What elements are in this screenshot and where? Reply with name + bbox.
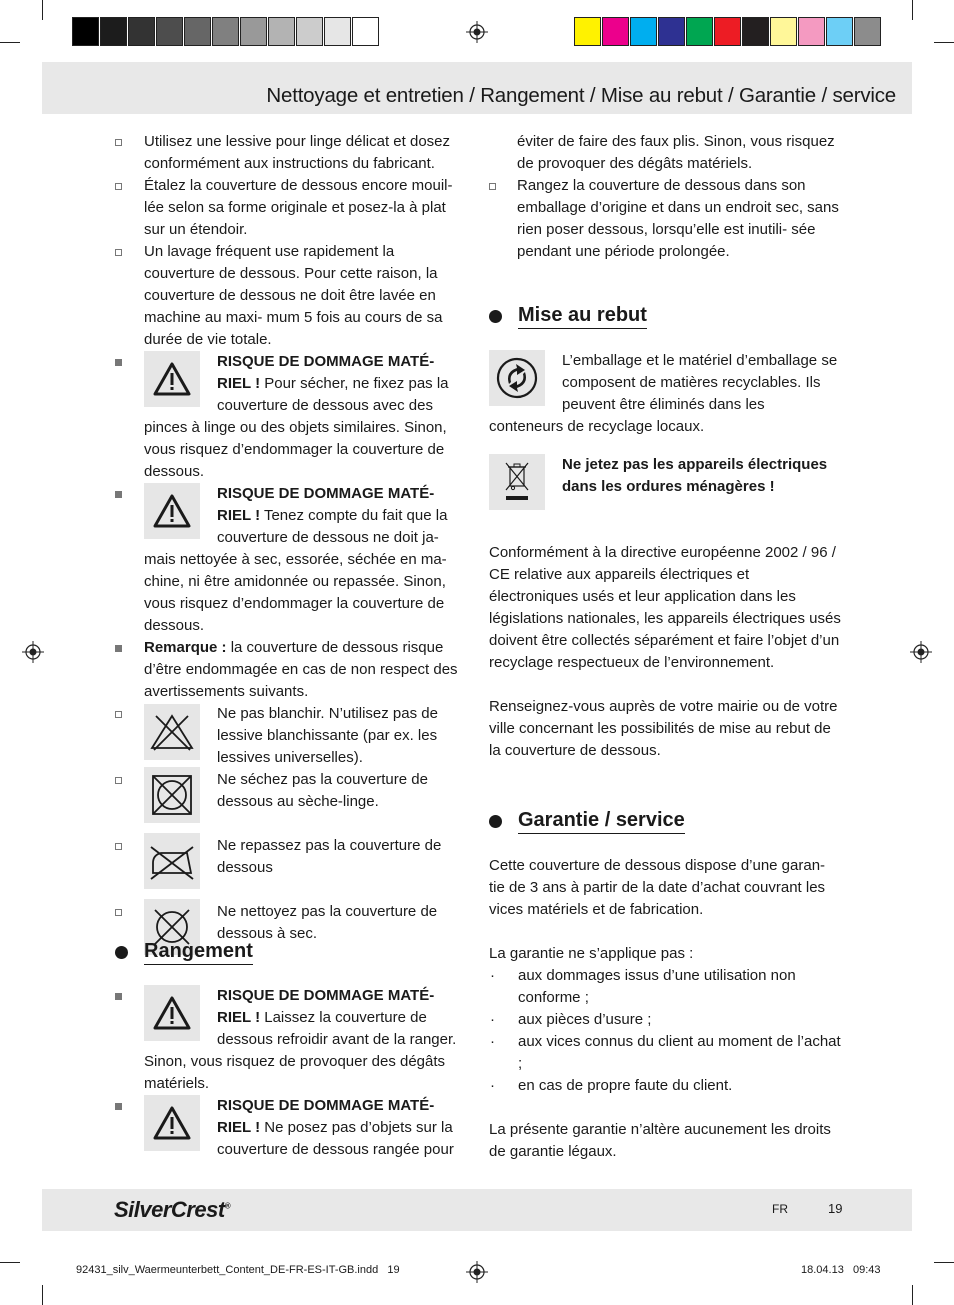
footer-band: [42, 1189, 912, 1231]
care-symbol-item: Ne pas blanchir. N’utilisez pas de lessive blanchissante (par ex. les lessives universelles).: [115, 703, 467, 769]
warning-item: RISQUE DE DOMMAGE MATÉ- RIEL ! Ne posez pas d’objets sur la couverture de dessous rangée pour: [115, 1095, 467, 1161]
color-swatch: [352, 17, 379, 46]
warning-item: RISQUE DE DOMMAGE MATÉ- RIEL ! Tenez compte du fait que la couverture de dessous ne doit ja- mais nettoyée à sec, essorée, séchée en ma- chine, ni être amidonnée ou repassée. Sinon, vous risquez d’endommager la couverture de dessous.: [115, 483, 467, 637]
color-swatch: [240, 17, 267, 46]
file-slug: 92431_silv_Waermeunterbett_Content_DE-FR-ES-IT-GB.indd 19: [76, 1264, 400, 1276]
list-item: Utilisez une lessive pour linge délicat et dosez conformément aux instructions du fabricant.: [115, 131, 467, 175]
color-swatch: [854, 17, 881, 46]
list-item: Étalez la couverture de dessous encore mouil- lée selon sa forme originale et posez-la à plat sur un étendoir.: [115, 175, 467, 241]
no-tumble-dry-icon: [144, 767, 200, 823]
warning-item: RISQUE DE DOMMAGE MATÉ- RIEL ! Pour sécher, ne fixez pas la couverture de dessous avec des pinces à linge ou des objets similaires. Sinon, vous risquez d’endommager la couverture de dessous.: [115, 351, 467, 483]
info-paragraph: Renseignez-vous auprès de votre mairie ou de votre ville concernant les possibilités de mise au rebut de la couverture de dessous.: [489, 698, 838, 759]
crop-mark: [0, 1262, 20, 1263]
color-swatch: [212, 17, 239, 46]
garantie-intro: La garantie ne s’applique pas :: [489, 945, 694, 962]
color-swatch-bar: [574, 17, 882, 46]
color-swatch: [826, 17, 853, 46]
garantie-final: La présente garantie n’altère aucunement les droits de garantie légaux.: [489, 1121, 831, 1160]
gray-swatch-bar: [72, 17, 380, 46]
color-swatch: [798, 17, 825, 46]
print-date: 18.04.13 09:43: [801, 1264, 881, 1276]
continued-text: éviter de faire des faux plis. Sinon, vous risquez de provoquer des dégâts matériels.: [517, 133, 835, 172]
color-swatch: [742, 17, 769, 46]
language-code: FR: [772, 1202, 788, 1216]
directive-paragraph: Conformément à la directive européenne 2002 / 96 / CE relative aux appareils électriques et électroniques usés et leur application dans les législations nationales, les appareils électriques usés doivent être collectés séparément et faire l’objet d’un recyclage respectueux de l’environnement.: [489, 544, 841, 671]
list-item: Rangez la couverture de dessous dans son emballage d’origine et dans un endroit sec, sans rien poser dessous, lorsqu’elle est inutili- sée pendant une période prolongée.: [489, 175, 841, 263]
color-swatch: [770, 17, 797, 46]
warning-icon: [144, 985, 200, 1041]
crop-mark: [912, 1285, 913, 1305]
color-swatch: [156, 17, 183, 46]
page-title: Nettoyage et entretien / Rangement / Mise au rebut / Garantie / service: [266, 84, 896, 107]
color-swatch: [574, 17, 601, 46]
registration-mark-icon: [466, 21, 488, 43]
color-swatch: [602, 17, 629, 46]
note-item: Remarque : la couverture de dessous risque d’être endommagée en cas de non respect des avertissements suivants.: [115, 637, 467, 703]
list-item: · aux vices connus du client au moment de l’achat ;: [490, 1033, 841, 1072]
registration-mark-icon: [22, 641, 44, 663]
care-symbol-item: Ne séchez pas la couverture de dessous au sèche-linge.: [115, 769, 467, 835]
color-swatch: [268, 17, 295, 46]
green-dot-recycling-icon: [489, 350, 545, 406]
list-item: · aux dommages issus d’une utilisation non conforme ;: [490, 967, 796, 1006]
section-heading-garantie: Garantie / service: [489, 809, 685, 834]
color-swatch: [324, 17, 351, 46]
page-number: 19: [828, 1201, 843, 1216]
rebut-content: L’emballage et le matériel d’emballage se composent de matières recyclables. Ils peuvent être éliminés dans les conteneurs de recyclage locaux. Ne jetez pas les appareils électriques dans les ordures ménagères ! Conformément à la directive européenne 2002 / 96 / CE relative aux appareils électriques et électroniques usés et leur application dans les législations nationales, les appareils électriques usés doivent être collectés séparément et faire l’objet d’un recyclage respectueux de l’environnement. Renseignez-vous auprès de votre mairie ou de votre ville concernant les possibilités de mise au rebut de la couverture de dessous.: [489, 350, 841, 762]
garantie-paragraph: Cette couverture de dessous dispose d’une garan- tie de 3 ans à partir de la date d’achat couvrant les vices matériels et de fabrication.: [489, 857, 826, 918]
warning-icon: [144, 1095, 200, 1151]
color-swatch: [72, 17, 99, 46]
care-symbol-item: Ne nettoyez pas la couverture de dessous à sec.: [115, 901, 467, 967]
section-heading-rangement: Rangement: [115, 940, 253, 965]
warning-icon: [144, 351, 200, 407]
crop-mark: [0, 42, 20, 43]
right-column-top: [489, 131, 841, 263]
weee-bin-icon: [489, 454, 545, 510]
brand-logo: SilverCrest®: [114, 1197, 231, 1222]
crop-mark: [42, 0, 43, 20]
list-item: Un lavage fréquent use rapidement la couverture de dessous. Pour cette raison, la couverture de dessous ne doit être lavée en machine au maxi- mum 5 fois au cours de sa durée de vie totale.: [115, 241, 467, 351]
care-symbol-item: Ne repassez pas la couverture de dessous: [115, 835, 467, 901]
color-swatch: [630, 17, 657, 46]
color-swatch: [658, 17, 685, 46]
bullet-dot-icon: [489, 310, 502, 323]
color-swatch: [128, 17, 155, 46]
no-bleach-icon: [144, 704, 200, 760]
color-swatch: [184, 17, 211, 46]
registration-mark-icon: [910, 641, 932, 663]
registration-mark-icon: [466, 1261, 488, 1283]
bullet-dot-icon: [489, 815, 502, 828]
warning-icon: [144, 483, 200, 539]
header-band: [42, 62, 912, 114]
crop-mark: [934, 42, 954, 43]
color-swatch: [296, 17, 323, 46]
color-swatch: [100, 17, 127, 46]
crop-mark: [934, 1262, 954, 1263]
garantie-content: [489, 855, 841, 1163]
crop-mark: [42, 1285, 43, 1305]
warning-item: RISQUE DE DOMMAGE MATÉ- RIEL ! Laissez la couverture de dessous refroidir avant de la ranger. Sinon, vous risquez de provoquer des dégâts matériels.: [115, 985, 467, 1095]
list-item: · aux pièces d’usure ;: [490, 1011, 652, 1028]
left-column: [115, 131, 467, 967]
color-swatch: [686, 17, 713, 46]
crop-mark: [912, 0, 913, 20]
section-heading-rebut: Mise au rebut: [489, 304, 647, 329]
bullet-dot-icon: [115, 946, 128, 959]
no-iron-icon: [144, 833, 200, 889]
color-swatch: [714, 17, 741, 46]
list-item: · en cas de propre faute du client.: [490, 1077, 733, 1094]
rangement-content: [115, 985, 467, 1161]
